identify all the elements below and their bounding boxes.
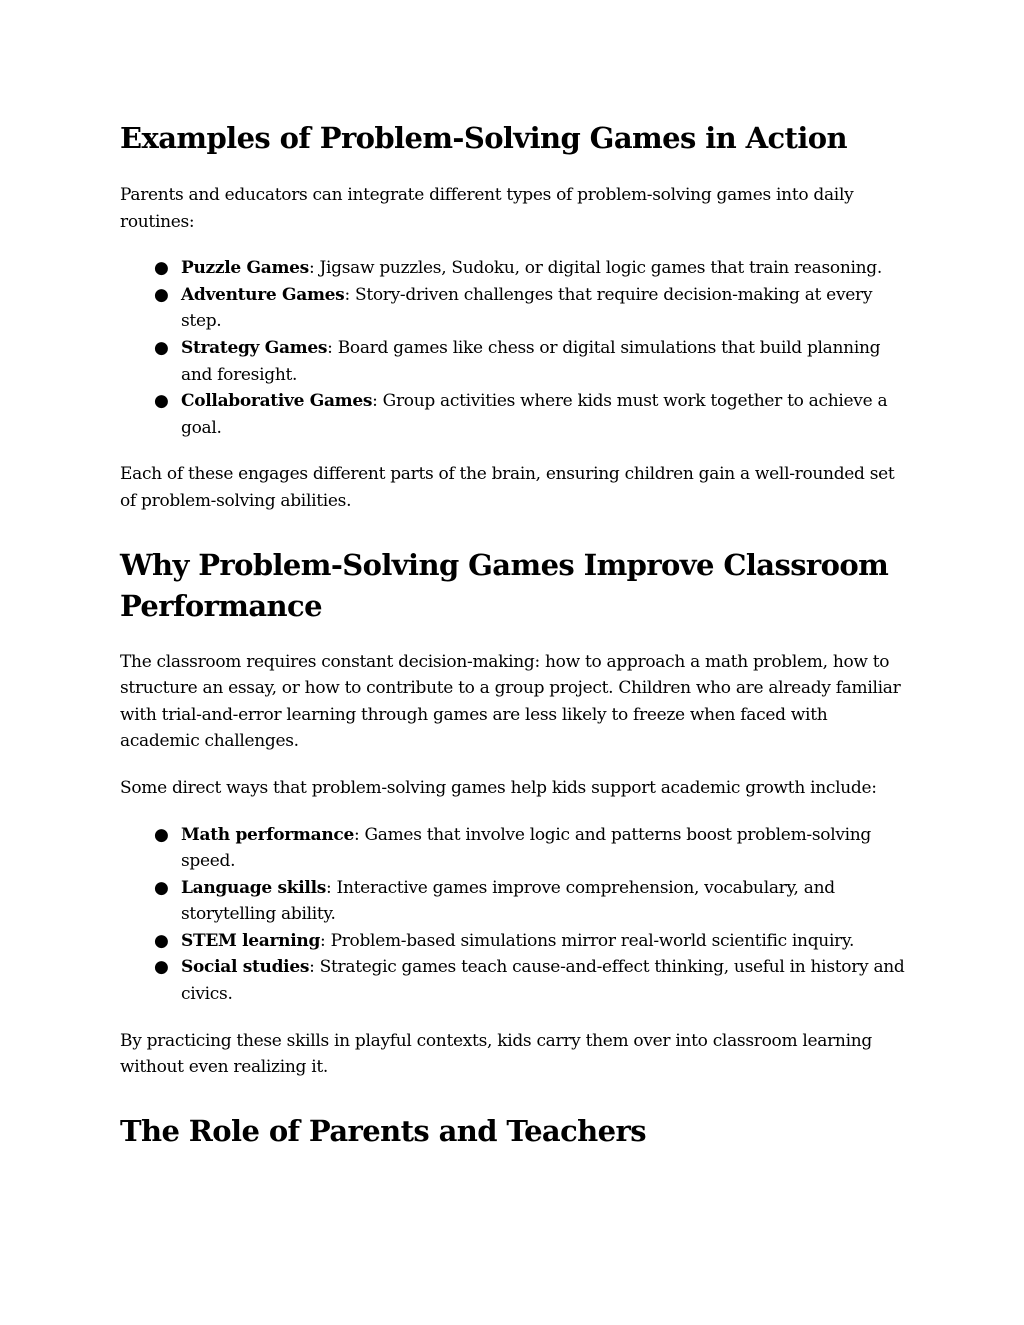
list-item — [120, 282, 910, 335]
description: : Board games like chess or digital simulations that build planning and foresight. — [181, 337, 881, 385]
section-heading: Examples of Problem-Solving Games in Action — [120, 121, 847, 155]
paragraph: Each of these engages different parts of the brain, ensuring children gain a well-rounded set of problem-solving abilities. — [120, 464, 895, 511]
term: STEM learning — [181, 930, 321, 951]
bullet-icon: ● — [154, 391, 169, 412]
description: : Story-driven challenges that require decision-making at every step. — [181, 284, 873, 332]
description: : Problem-based simulations mirror real-world scientific inquiry. — [320, 930, 855, 951]
bullet-icon: ● — [154, 258, 169, 279]
term: Adventure Games — [181, 284, 345, 305]
description: : Interactive games improve comprehension, vocabulary, and storytelling ability. — [181, 877, 835, 925]
bullet-icon: ● — [154, 337, 169, 358]
term: Social studies — [181, 957, 310, 978]
section-heading: Why Problem-Solving Games Improve Classroom Performance — [120, 547, 889, 623]
bullet-icon: ● — [154, 824, 169, 845]
description: : Jigsaw puzzles, Sudoku, or digital logic games that train reasoning. — [308, 258, 882, 279]
paragraph: The classroom requires constant decision-making: how to approach a math problem, how to structure an essay, or how to contribute to a group project. Children who are already familiar with trial-and-error learning through games are less likely to freeze when faced with academic challenges. — [120, 651, 901, 752]
list-item — [120, 335, 910, 388]
section-heading: The Role of Parents and Teachers — [120, 1113, 646, 1148]
list-item — [120, 388, 910, 441]
term: Language skills — [181, 877, 327, 898]
bullet-list — [120, 822, 910, 1008]
bullet-icon: ● — [154, 877, 169, 898]
bullet-icon: ● — [154, 930, 169, 951]
term: Strategy Games — [181, 337, 328, 358]
description: : Strategic games teach cause-and-effect thinking, useful in history and civics. — [181, 957, 905, 1005]
list-item — [120, 928, 910, 955]
list-item — [120, 875, 910, 928]
description: : Games that involve logic and patterns boost problem-solving speed. — [181, 824, 872, 872]
document-page — [120, 118, 910, 1152]
term: Math performance — [181, 824, 354, 845]
bullet-icon: ● — [154, 284, 169, 305]
paragraph: By practicing these skills in playful contexts, kids carry them over into classroom learning without even realizing it. — [120, 1030, 872, 1078]
bullet-list — [120, 255, 910, 441]
paragraph: Some direct ways that problem-solving games help kids support academic growth include: — [120, 777, 877, 798]
term: Puzzle Games — [181, 258, 309, 279]
list-item — [120, 954, 910, 1007]
bullet-icon: ● — [154, 957, 169, 978]
list-item — [120, 255, 910, 282]
description: : Group activities where kids must work together to achieve a goal. — [181, 391, 888, 438]
paragraph: Parents and educators can integrate different types of problem-solving games into daily routines: — [120, 185, 854, 232]
term: Collaborative Games — [181, 391, 373, 412]
list-item — [120, 822, 910, 875]
